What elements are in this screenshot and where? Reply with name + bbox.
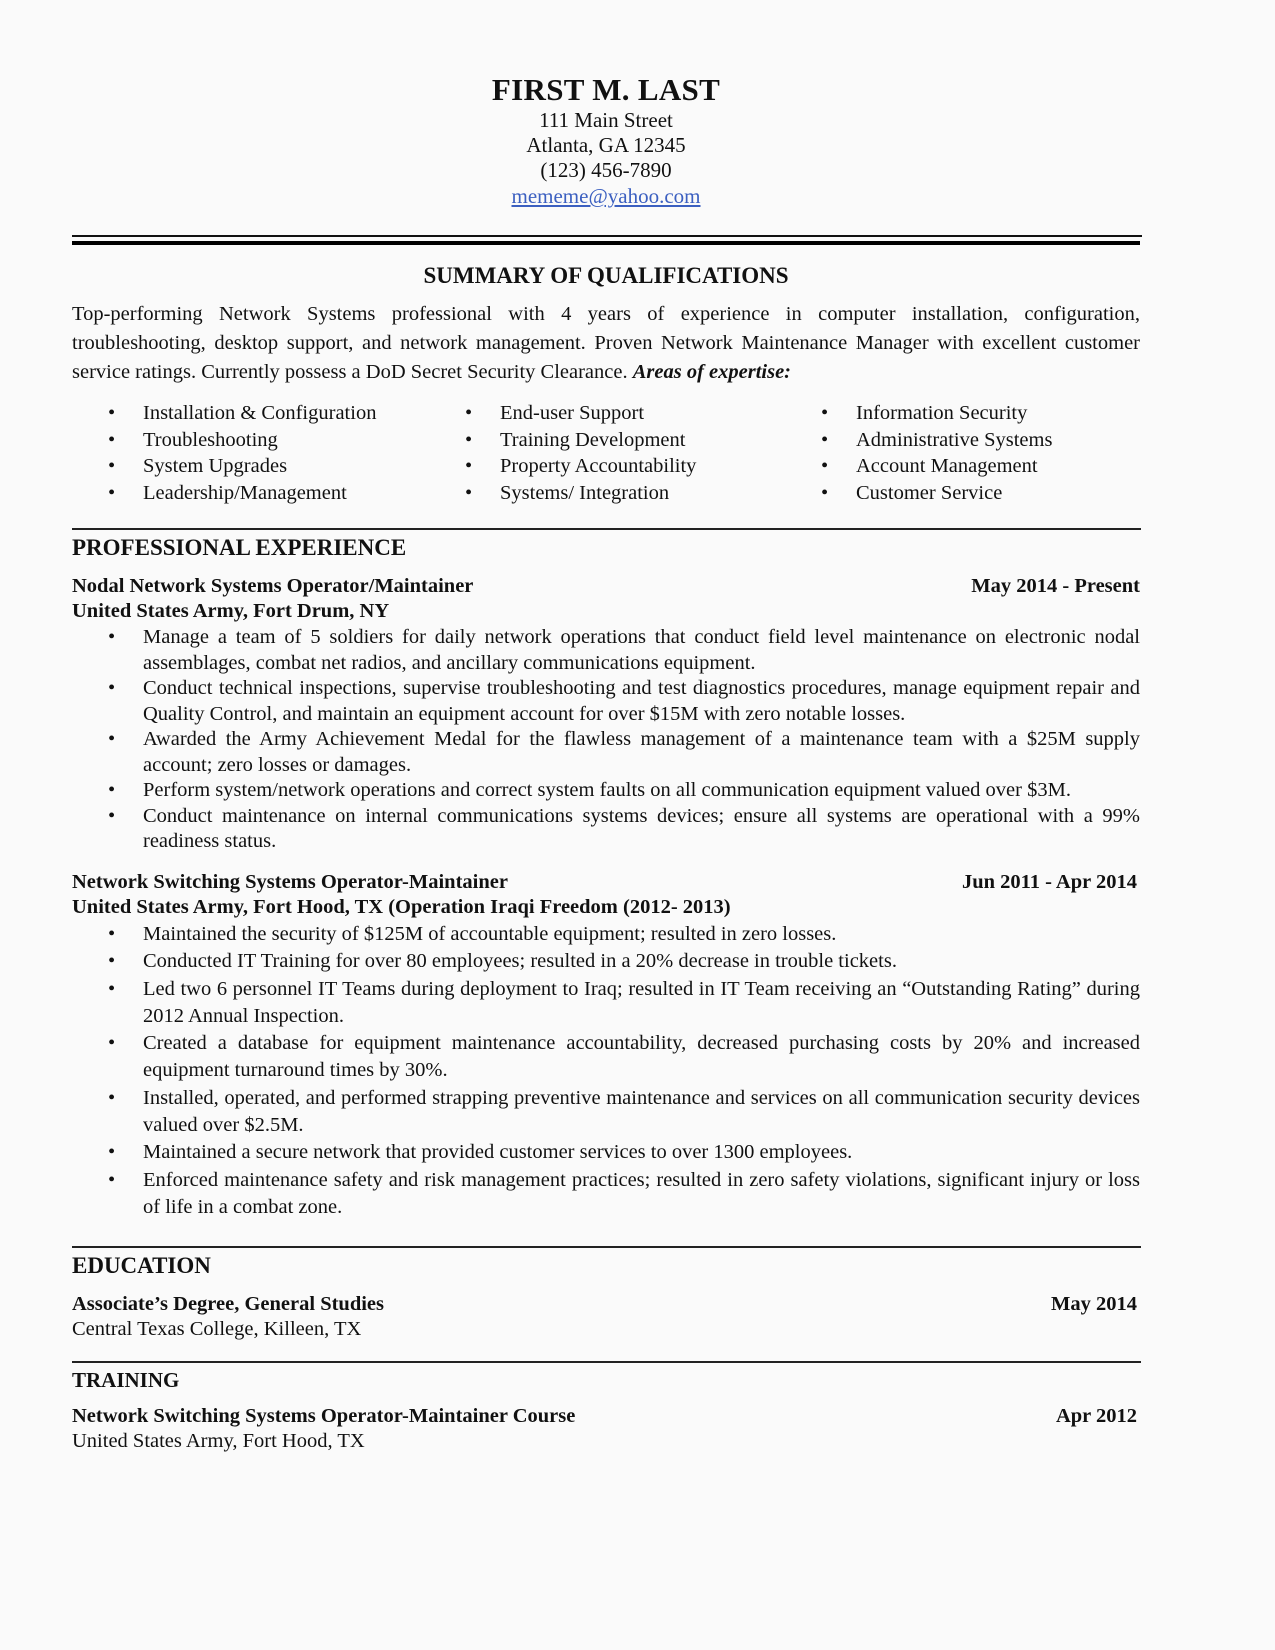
resume-header: [72, 72, 1140, 209]
job-1-org: [72, 599, 1140, 624]
expertise-item: • Information Security: [785, 400, 1052, 427]
job-bullet: • Awarded the Army Achievement Medal for the flawless management of a maintenance team with a $25M supply account; zero losses or damages.: [108, 728, 1140, 776]
bullet-icon: •: [108, 455, 116, 478]
expertise-item: • Training Development: [429, 427, 696, 454]
bullet-icon: •: [465, 402, 473, 424]
course-name: Network Switching Systems Operator-Maintainer Course: [72, 1405, 576, 1427]
job-bullet: • Led two 6 personnel IT Teams during deployment to Iraq; resulted in IT Team receiving an “Outstanding Rating” during 2012 Annual Inspection.: [108, 977, 1140, 1027]
bullet-icon: •: [108, 779, 116, 801]
job-2-org: [72, 895, 1140, 920]
summary-title: SUMMARY OF QUALIFICATIONS: [423, 263, 789, 288]
expertise-column-2: [429, 400, 696, 507]
bullet-icon: •: [108, 728, 116, 750]
bullet-icon: •: [108, 804, 116, 827]
expertise-item: • System Upgrades: [72, 453, 376, 480]
training-date: Apr 2012: [1055, 1405, 1137, 1427]
bullet-icon: •: [108, 950, 116, 973]
expertise-item: • Leadership/Management: [72, 480, 376, 507]
resume-page: [72, 0, 1140, 1452]
bullet-icon: •: [108, 1086, 116, 1109]
job-bullet: • Perform system/network operations and correct system faults on all communication equipment valued over $3M.: [72, 778, 1140, 804]
bullet-icon: •: [821, 455, 829, 478]
phone-number: (123) 456-7890: [540, 158, 672, 182]
expertise-label: Areas of expertise:: [632, 361, 792, 383]
email-link[interactable]: mememe@yahoo.com: [511, 184, 701, 208]
education-date: May 2014: [1051, 1293, 1137, 1315]
expertise-item: • Troubleshooting: [72, 427, 376, 454]
section-divider: [72, 1361, 1141, 1363]
bullet-icon: •: [108, 923, 116, 945]
training-location: United States Army, Fort Hood, TX: [72, 1430, 365, 1452]
bullet-icon: •: [108, 1168, 116, 1191]
experience-title: PROFESSIONAL EXPERIENCE: [72, 535, 407, 560]
job-dates: Jun 2011 - Apr 2014: [961, 871, 1137, 893]
degree: Associate’s Degree, General Studies: [72, 1293, 384, 1315]
section-divider: [72, 1246, 1141, 1248]
bullet-icon: •: [108, 428, 116, 451]
summary-text: Top-performing Network Systems professional with 4 years of experience in computer installation, configuration, troubleshooting, desktop support, and network management. Proven Network Maintenance Manager with excellent customer service ratings. Currently possess a DoD Secret Security Clearance.: [72, 303, 1140, 383]
expertise-column-1: [72, 400, 376, 507]
expertise-item: • Account Management: [785, 453, 1052, 480]
job-title: Nodal Network Systems Operator/Maintainer: [72, 575, 474, 597]
bullet-icon: •: [821, 402, 829, 424]
address-line-2: Atlanta, GA 12345: [526, 133, 686, 157]
section-divider: [72, 528, 1141, 530]
bullet-icon: •: [465, 428, 473, 451]
bullet-icon: •: [108, 977, 116, 1000]
job-2-bullets: [72, 921, 1140, 1221]
education-header: [72, 1292, 1140, 1317]
job-title: Network Switching Systems Operator-Maintainer: [72, 871, 508, 893]
job-bullet: • Maintained a secure network that provided customer services to over 1300 employees.: [72, 1139, 1140, 1166]
header-divider-thin: [72, 235, 1142, 237]
job-bullet: • Enforced maintenance safety and risk management practices; resulted in zero safety violations, significant injury or loss of life in a combat zone.: [108, 1168, 1140, 1218]
address-line-1: 111 Main Street: [539, 108, 673, 132]
school-name: Central Texas College, Killeen, TX: [72, 1318, 362, 1340]
bullet-icon: •: [108, 677, 116, 699]
expertise-item: • Customer Service: [785, 480, 1052, 507]
summary-paragraph: [72, 300, 1140, 387]
expertise-item: • Installation & Configuration: [72, 400, 376, 427]
job-bullet: • Installed, operated, and performed strapping preventive maintenance and services on all communication security devices valued over $2.5M.: [108, 1086, 1140, 1137]
bullet-icon: •: [821, 428, 829, 451]
job-bullet: • Conducted IT Training for over 80 employees; resulted in a 20% decrease in trouble tickets.: [72, 948, 1140, 975]
training-title: TRAINING: [72, 1368, 180, 1392]
bullet-icon: •: [108, 482, 116, 505]
job-bullet: • Conduct maintenance on internal communications systems devices; ensure all systems are operational with a 99% readiness status.: [108, 804, 1140, 852]
candidate-name: FIRST M. LAST: [491, 72, 721, 107]
job-organization: United States Army, Fort Drum, NY: [72, 600, 390, 622]
bullet-icon: •: [108, 1032, 116, 1055]
bullet-icon: •: [108, 402, 116, 424]
job-dates: May 2014 - Present: [971, 575, 1140, 597]
bullet-icon: •: [108, 626, 116, 648]
expertise-item: • End-user Support: [429, 400, 696, 427]
bullet-icon: •: [108, 1141, 116, 1164]
job-organization: United States Army, Fort Hood, TX (Operation Iraqi Freedom (2012- 2013): [72, 896, 731, 918]
job-bullet: • Maintained the security of $125M of accountable equipment; resulted in zero losses.: [72, 921, 1140, 948]
job-bullet: • Manage a team of 5 soldiers for daily network operations that conduct field level maintenance on electronic nodal assemblages, combat net radios, and ancillary communications equipment.: [108, 626, 1140, 674]
bullet-icon: •: [465, 455, 473, 478]
job-1-bullets: [72, 625, 1140, 855]
education-title: EDUCATION: [72, 1253, 211, 1278]
bullet-icon: •: [465, 482, 473, 505]
expertise-item: • Administrative Systems: [785, 427, 1052, 454]
bullet-icon: •: [821, 482, 829, 505]
expertise-item: • Property Accountability: [429, 453, 696, 480]
job-bullet: • Conduct technical inspections, supervise troubleshooting and test diagnostics procedures, manage equipment repair and Quality Control, and maintain an equipment account for over $15M with zero notable losses.: [108, 677, 1140, 725]
header-divider-thick: [72, 241, 1140, 245]
job-2-header: [72, 870, 1140, 895]
expertise-item: • Systems/ Integration: [429, 480, 696, 507]
job-bullet: • Created a database for equipment maintenance accountability, decreased purchasing costs by 20% and increased equipment turnaround times by 30%.: [108, 1032, 1140, 1082]
job-1-header: [72, 574, 1140, 599]
expertise-column-3: [785, 400, 1052, 507]
training-header: [72, 1404, 1140, 1429]
